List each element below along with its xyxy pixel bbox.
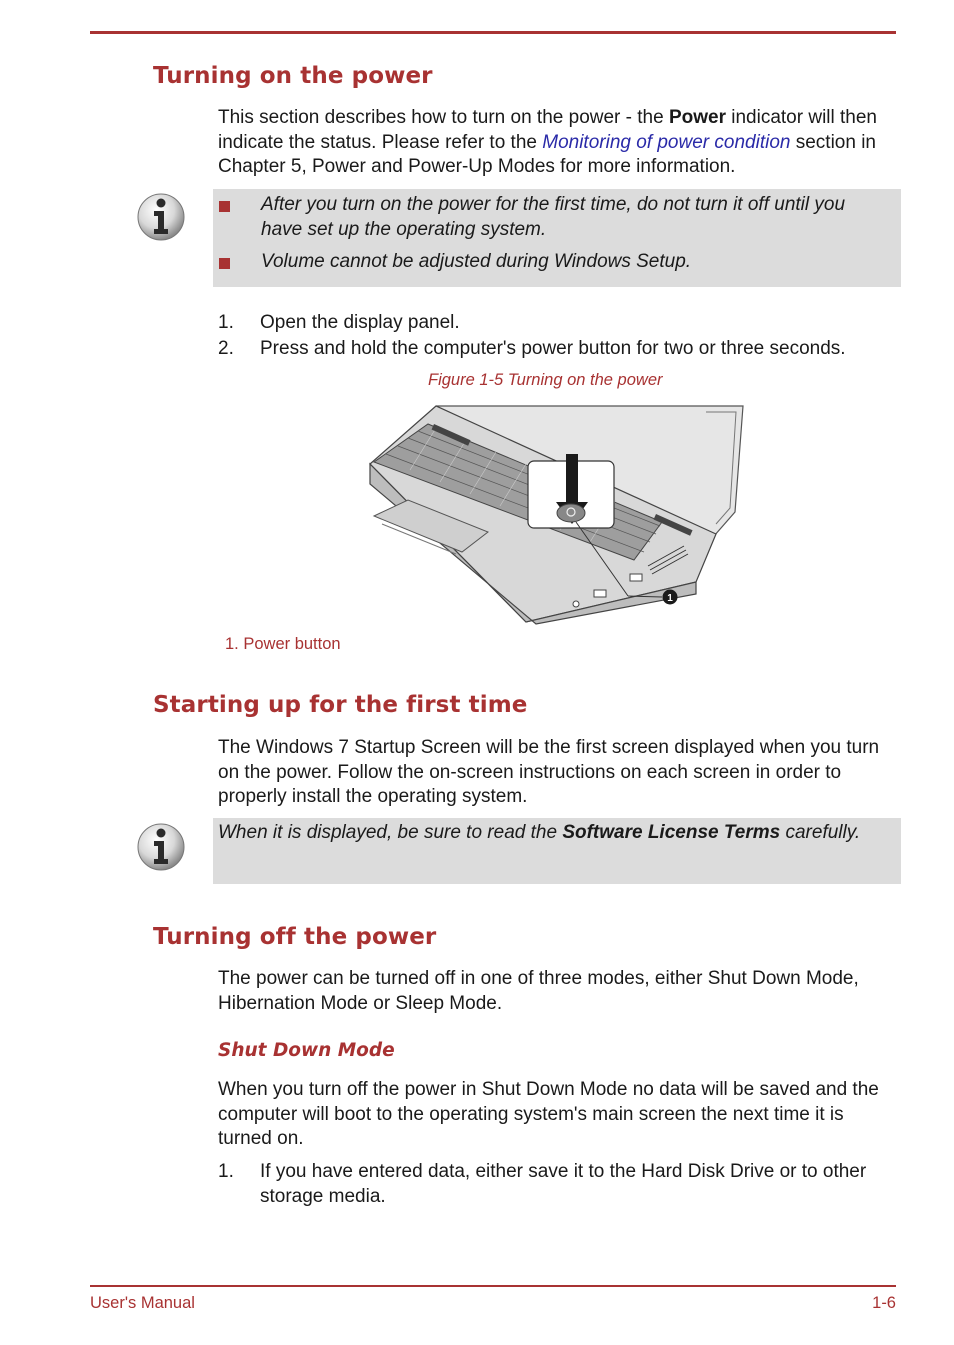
info-icon bbox=[136, 822, 186, 872]
power-on-note: After you turn on the power for the first time, do not turn it off until you have set up the operating system. Volume cannot be adjusted during Windows Setup. bbox=[213, 189, 901, 287]
section-title-first-time: Starting up for the first time bbox=[153, 692, 528, 718]
subsection-title-shut-down: Shut Down Mode bbox=[218, 1040, 395, 1061]
footer-title: User's Manual bbox=[90, 1294, 195, 1312]
first-time-note-text: When it is displayed, be sure to read the Software License Terms carefully. bbox=[218, 822, 861, 843]
laptop-figure bbox=[366, 404, 750, 628]
monitoring-link[interactable]: Monitoring of power condition bbox=[542, 131, 791, 153]
shut-down-body: When you turn off the power in Shut Down Mode no data will be saved and the computer will boot to the operating system's main screen the next time it is turned on. bbox=[218, 1079, 879, 1149]
top-rule bbox=[90, 31, 896, 34]
callout-number: 1 bbox=[667, 593, 673, 604]
power-on-intro: This section describes how to turn on the power - the Power indicator will then indicate the status. Please refer to the Monitoring of power condition section in Chapter 5, Power and Power-Up Modes for more information. bbox=[218, 107, 878, 177]
bottom-rule bbox=[90, 1285, 896, 1287]
first-time-body: The Windows 7 Startup Screen will be the first screen displayed when you turn on the power. Follow the on-screen instructions on each screen in order to properly install the operating system. bbox=[218, 737, 880, 807]
figure-caption: Figure 1-5 Turning on the power bbox=[428, 371, 663, 389]
section-title-power-on: Turning on the power bbox=[153, 63, 433, 89]
first-time-note bbox=[213, 818, 901, 884]
bullet-square-icon bbox=[219, 201, 230, 212]
section-title-power-off: Turning off the power bbox=[153, 924, 437, 950]
figure-legend: 1. Power button bbox=[225, 635, 341, 653]
power-off-body: The power can be turned off in one of three modes, either Shut Down Mode, Hibernation Mode or Sleep Mode. bbox=[218, 968, 859, 1014]
info-icon bbox=[136, 192, 186, 242]
page-number: 1-6 bbox=[872, 1294, 896, 1312]
bullet-square-icon bbox=[219, 258, 230, 269]
